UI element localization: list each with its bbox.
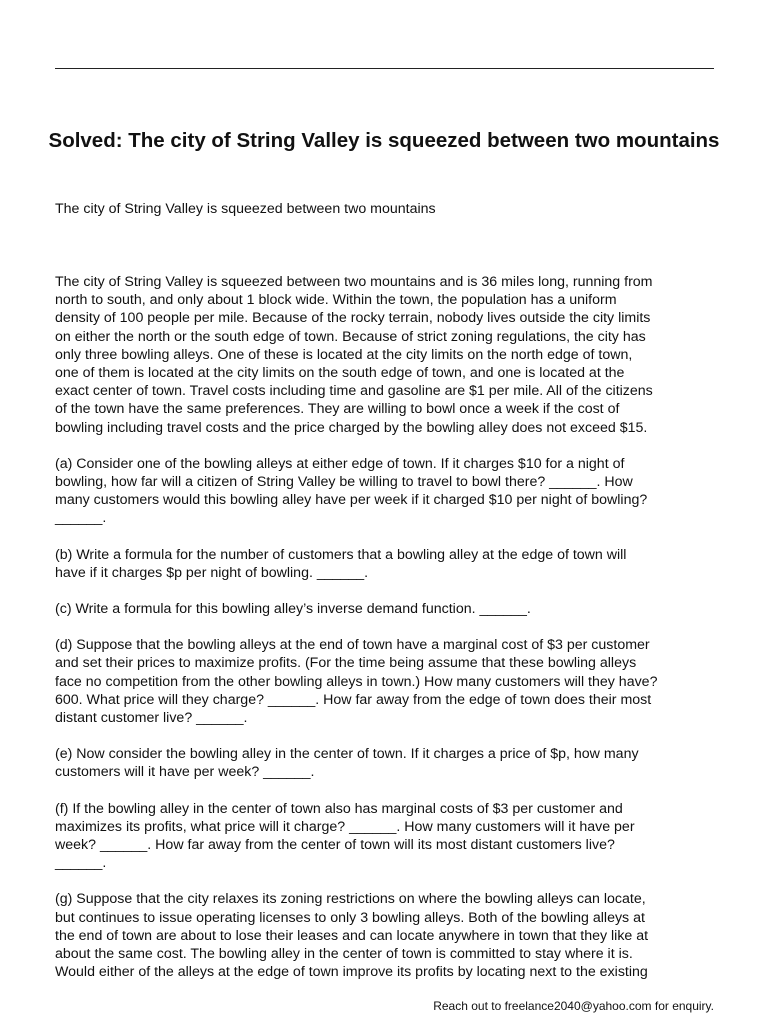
document-title: Solved: The city of String Valley is squeezed between two mountains <box>48 129 720 152</box>
footer-contact-note: Reach out to freelance2040@yahoo.com for enquiry. <box>433 999 714 1013</box>
document-body <box>55 273 735 1000</box>
header-divider <box>55 68 714 69</box>
question-b: (b) Write a formula for the number of customers that a bowling alley at the edge of town will have if it charges $p per night of bowling. ______. <box>55 546 627 581</box>
question-g: (g) Suppose that the city relaxes its zoning restrictions on where the bowling alleys can locate, but continues to issue operating licenses to only 3 bowling alleys. Both of the bowling alleys at the end of town are about to lose their leases and can locate anywhere in town that they like at about the same cost. The bowling alley in the center of town is committed to stay where it is. Would either of the alleys at the edge of town improve its profits by locating next to the existing <box>55 891 649 981</box>
question-e: (e) Now consider the bowling alley in the center of town. If it charges a price of $p, how many customers will it have per week? ______. <box>55 746 639 781</box>
intro-paragraph: The city of String Valley is squeezed between two mountains and is 36 miles long, running from north to south, and only about 1 block wide. Within the town, the population has a uniform density of 100 people per mile. Because of the rocky terrain, nobody lives outside the city limits on either the north or the south edge of town. Because of strict zoning regulations, the city has only three bowling alleys. One of these is located at the city limits on the north edge of town, one of them is located at the city limits on the south edge of town, and one is located at the exact center of town. Travel costs including time and gasoline are $1 per mile. All of the citizens of the town have the same preferences. They are willing to bowl once a week if the cost of bowling including travel costs and the price charged by the bowling alley does not exceed $15. <box>55 274 653 436</box>
question-a: (a) Consider one of the bowling alleys at either edge of town. If it charges $10 for a night of bowling, how far will a citizen of String Valley be willing to travel to bowl there? ______. How many customers would this bowling alley have per week if it charged $10 per night of bowling? ______. <box>55 455 648 527</box>
question-f: (f) If the bowling alley in the center of town also has marginal costs of $3 per customer and maximizes its profits, what price will it charge? ______. How many customers will it have per week? ______. How far away from the center of town will its most distant customers live? ______. <box>55 800 635 872</box>
question-c: (c) Write a formula for this bowling alley’s inverse demand function. ______. <box>55 601 531 618</box>
question-d: (d) Suppose that the bowling alleys at the end of town have a marginal cost of $3 per customer and set their prices to maximize profits. (For the time being assume that these bowling alleys face no competition from the other bowling alleys in town.) How many customers will they have? 600. What price will they charge? ______. How far away from the edge of town does their most distant customer live? ______. <box>55 637 658 727</box>
document-subtitle: The city of String Valley is squeezed between two mountains <box>55 201 436 217</box>
